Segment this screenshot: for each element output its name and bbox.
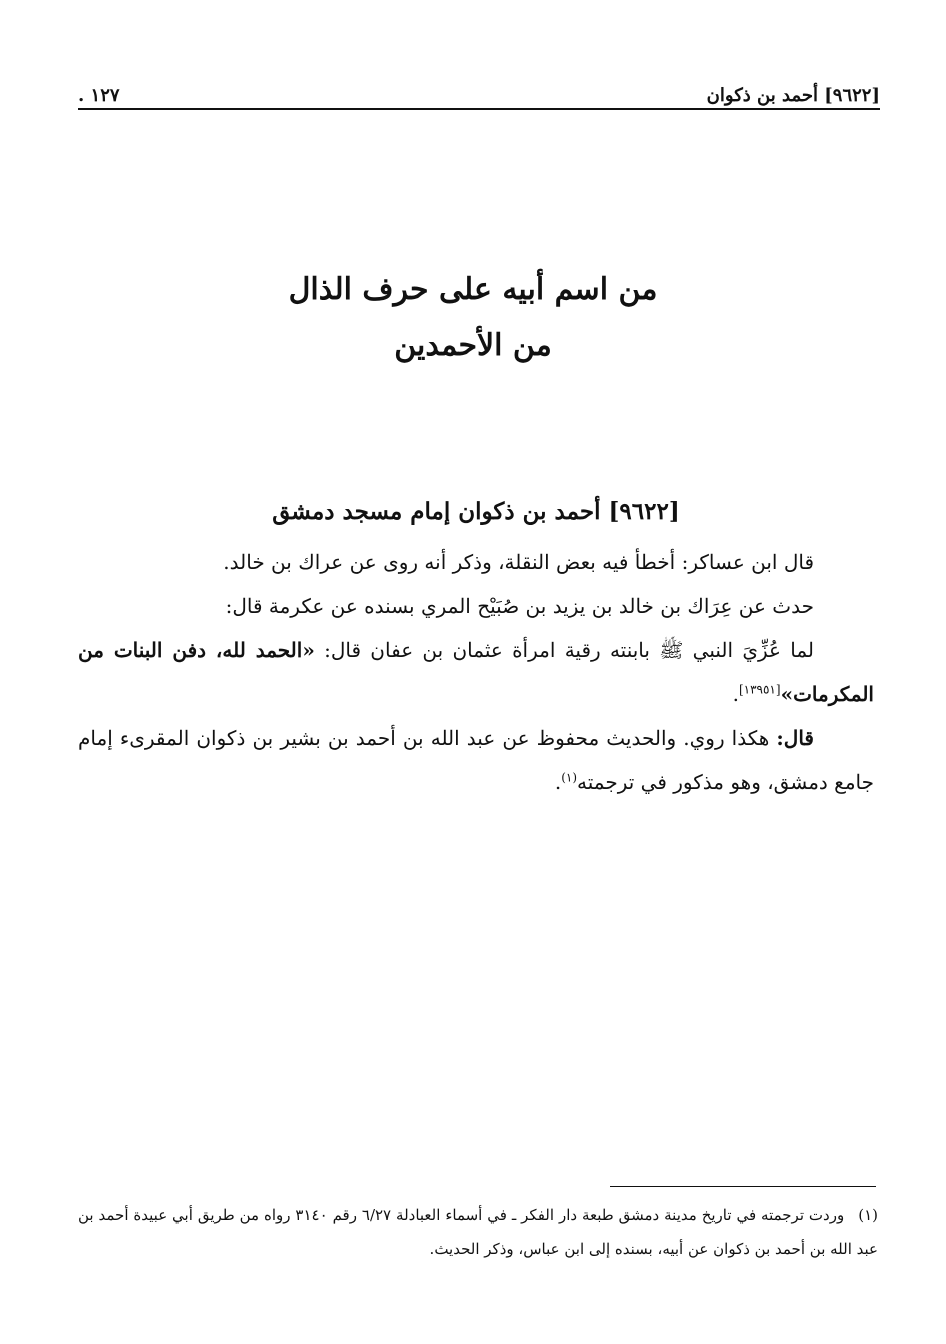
footnote [78, 1198, 878, 1266]
paragraph-3 [78, 628, 874, 716]
paragraph-3-text: لما عُزِّيَ النبي ﷺ بابنته رقية امرأة عثمان بن عفان قال: [314, 638, 814, 662]
entry-title [78, 488, 874, 536]
qala-label: قال: [776, 726, 814, 750]
hadith-reference: [١٣٩٥١] [738, 682, 781, 697]
entry-number: [٩٦٢٢] [608, 498, 680, 525]
chapter-title-line-1: من اسم أبيه على حرف الذال [288, 272, 658, 307]
paragraph-3-end: . [732, 682, 739, 706]
paragraph-1: قال ابن عساكر: أخطأ فيه بعض النقلة، وذكر أنه روى عن عراك بن خالد. [223, 550, 814, 574]
footnote-reference[interactable]: (١) [561, 770, 578, 785]
page-number: ١٢٧ . [78, 85, 120, 106]
paragraph-4-end: . [554, 770, 562, 794]
entry-name: أحمد بن ذكوان إمام مسجد دمشق [272, 498, 601, 525]
page-header [78, 72, 880, 106]
paragraph-2: حدث عن عِرَاك بن خالد بن يزيد بن صُبَيْح المري بسنده عن عكرمة قال: [225, 594, 814, 618]
hadith-text: «الحمد لله، دفن البنات من المكرمات» [78, 638, 874, 706]
running-title: [٩٦٢٢] أحمد بن ذكوان [706, 85, 880, 106]
chapter-heading [200, 262, 746, 374]
footnote-text: وردت ترجمته في تاريخ مدينة دمشق طبعة دار الفكر ـ في أسماء العبادلة ٦/٢٧ رقم ٣١٤٠ رواه من طريق أبي عبيدة أحمد بن عبد الله بن أحمد بن ذكوان عن أبيه، بسنده إلى ابن عباس، وذكر الحديث. [78, 1206, 878, 1258]
chapter-title-line-2: من الأحمدين [394, 328, 552, 363]
footnote-rule [610, 1186, 876, 1187]
biography-entry [78, 488, 874, 804]
header-rule [78, 108, 880, 110]
footnote-marker: (١) [858, 1206, 878, 1224]
paragraph-4-text: هكذا روي. والحديث محفوظ عن عبد الله بن أحمد بن بشير بن ذكوان المقرىء إمام جامع دمشق، وهو مذكور في ترجمته [78, 726, 874, 794]
paragraph-4 [78, 716, 874, 804]
